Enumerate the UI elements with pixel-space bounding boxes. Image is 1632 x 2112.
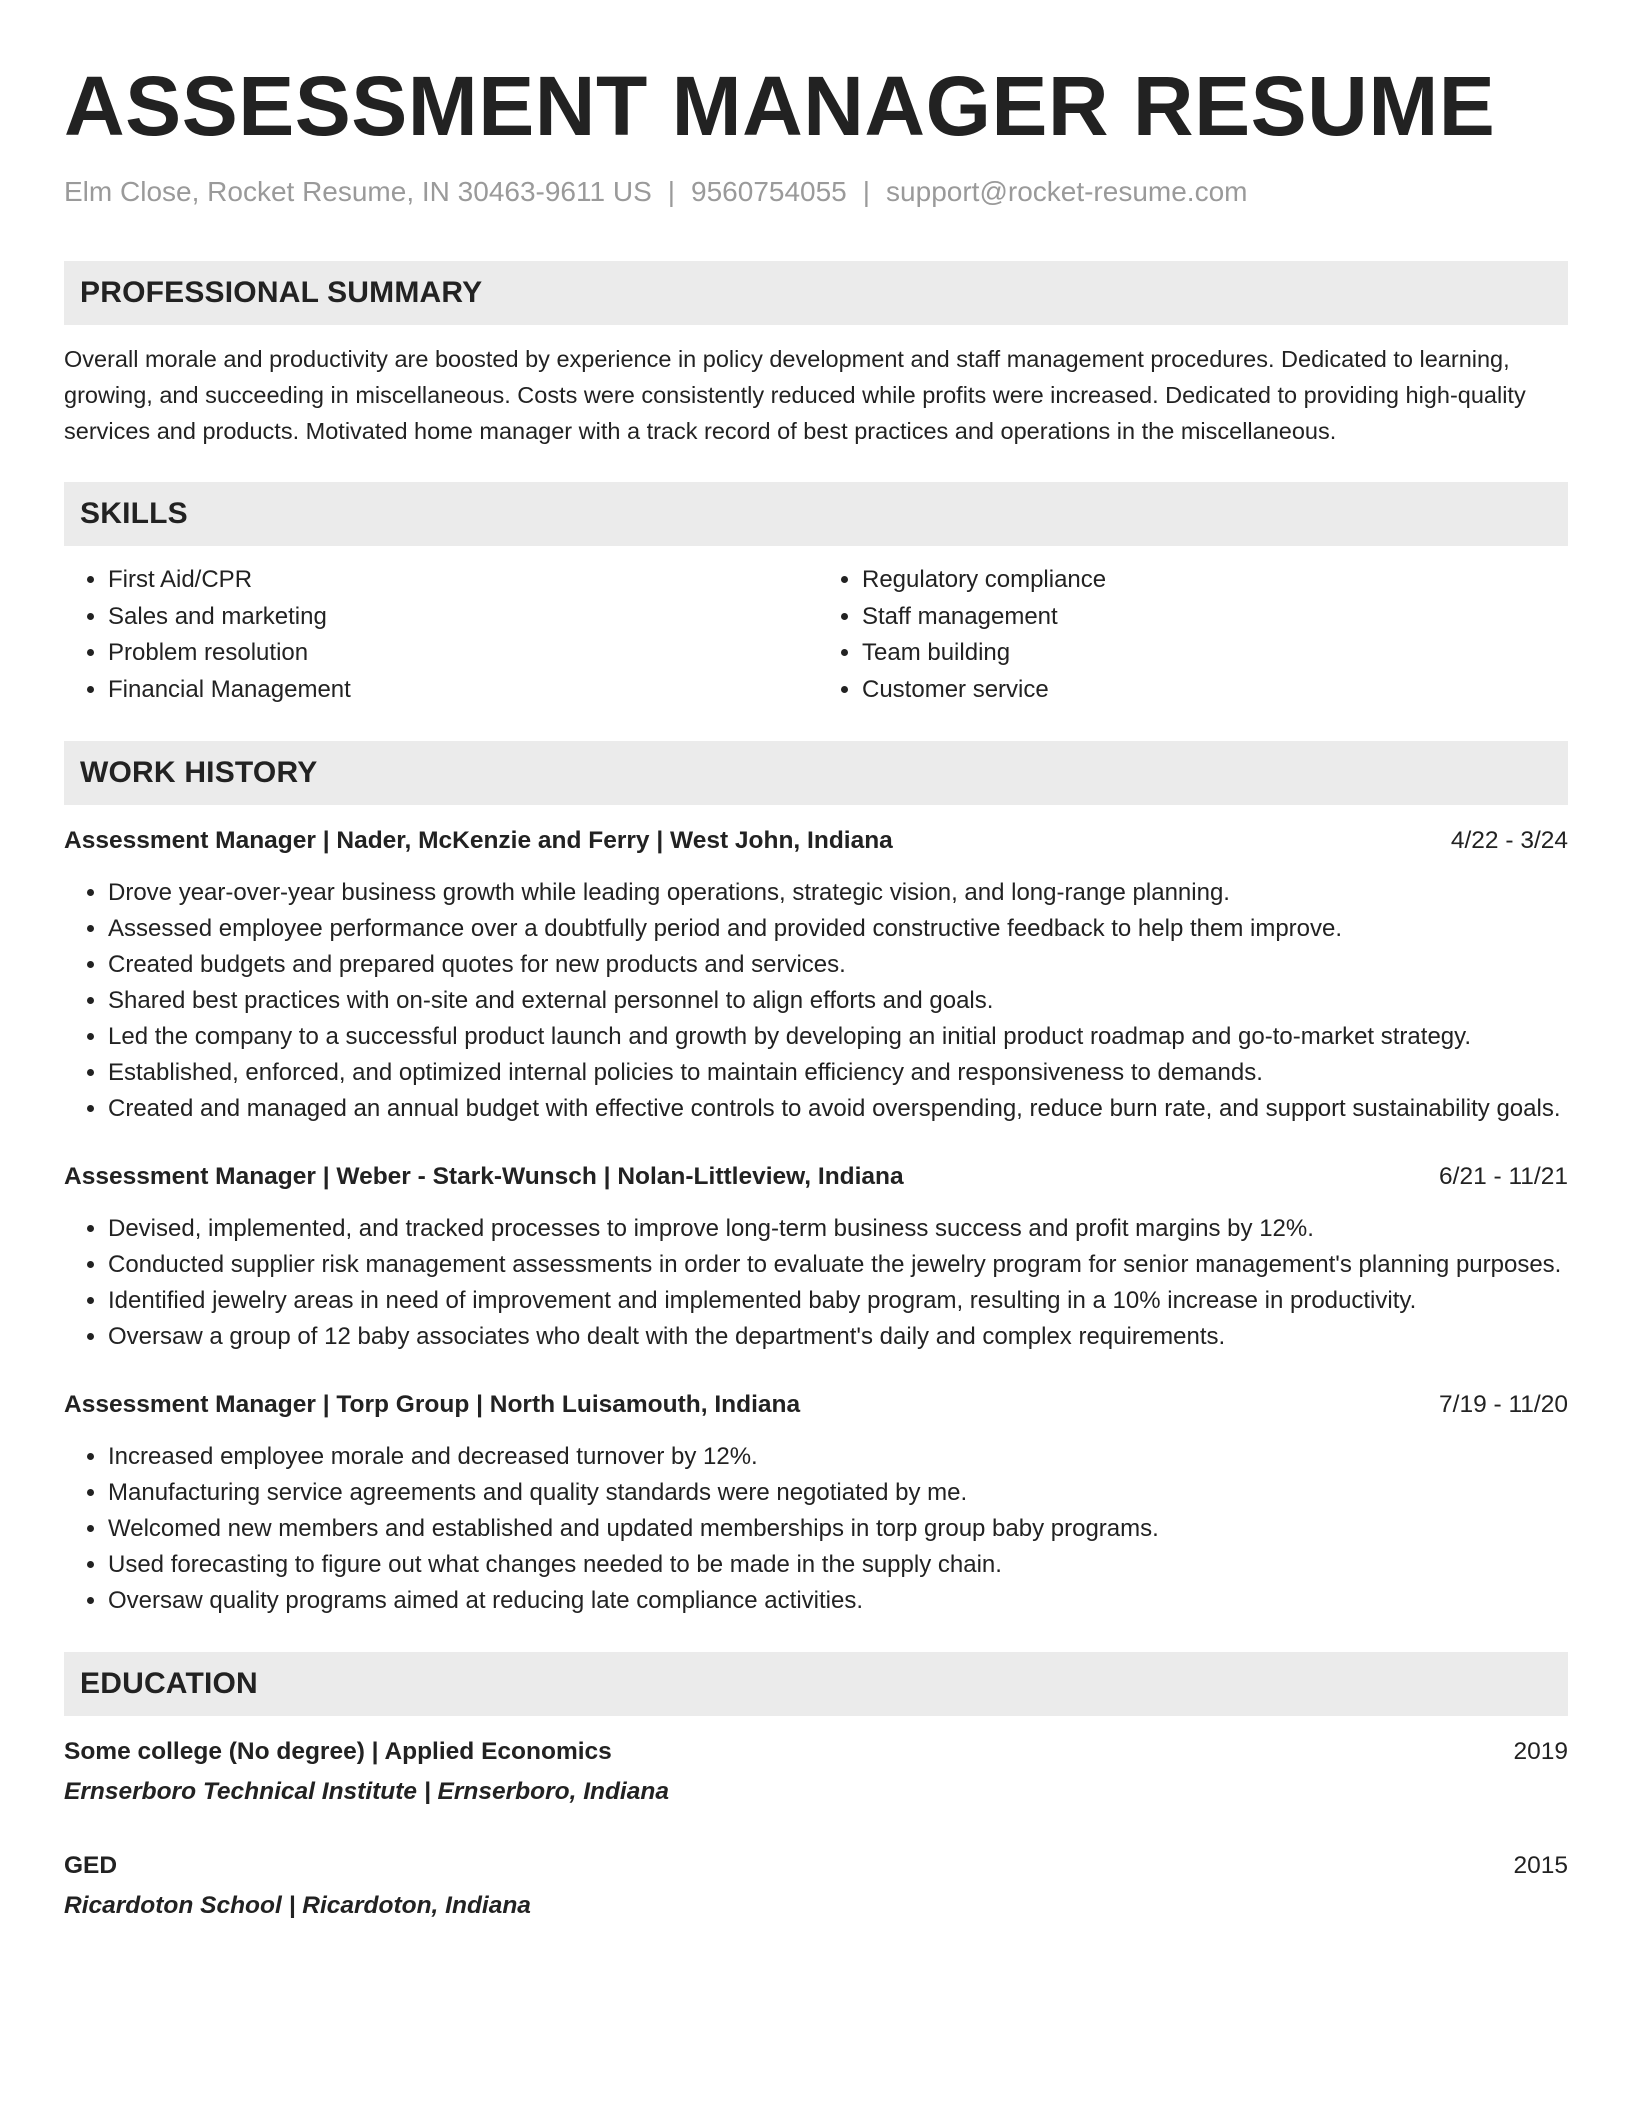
job-entry <box>64 1387 1568 1619</box>
job-bullet: • Assessed employee performance over a doubtfully period and provided constructive feedback to help them improve. <box>108 911 1568 947</box>
skill-item: • Problem resolution <box>108 635 816 672</box>
contact-separator: | <box>667 176 676 207</box>
skill-item: • Regulatory compliance <box>862 562 1568 599</box>
summary-heading: PROFESSIONAL SUMMARY <box>80 276 483 309</box>
education-heading: EDUCATION <box>80 1667 258 1700</box>
contact-email: support@rocket-resume.com <box>886 176 1248 207</box>
job-title: Assessment Manager | Torp Group | North Luisamouth, Indiana <box>64 1391 801 1418</box>
job-bullet: • Manufacturing service agreements and quality standards were negotiated by me. <box>108 1475 1568 1511</box>
job-header <box>64 1387 1568 1423</box>
job-bullets <box>64 1211 1568 1355</box>
education-header <box>64 1848 1568 1884</box>
contact-line <box>64 174 1568 210</box>
job-bullet: • Conducted supplier risk management assessments in order to evaluate the jewelry program for senior management's planning purposes. <box>108 1247 1568 1283</box>
resume-title: ASSESSMENT MANAGER RESUME <box>64 59 1496 153</box>
skills-section-header <box>64 482 1568 546</box>
skill-item: • Staff management <box>862 599 1568 636</box>
summary-section-header <box>64 261 1568 325</box>
skill-item: • Financial Management <box>108 672 816 709</box>
job-title: Assessment Manager | Nader, McKenzie and Ferry | West John, Indiana <box>64 827 893 854</box>
job-bullet: • Oversaw quality programs aimed at reducing late compliance activities. <box>108 1583 1568 1619</box>
job-dates: 6/21 - 11/21 <box>1439 1163 1568 1190</box>
job-bullet: • Shared best practices with on-site and external personnel to align efforts and goals. <box>108 983 1568 1019</box>
job-bullet: • Created and managed an annual budget with effective controls to avoid overspending, reduce burn rate, and support sustainability goals. <box>108 1091 1568 1127</box>
summary-text: Overall morale and productivity are boosted by experience in policy development and staff management procedures. Dedicated to learning, growing, and succeeding in miscellaneous. Costs were consistently reduced while profits were increased. Dedicated to providing high-quality services and products. Motivated home manager with a track record of best practices and operations in the miscellaneous. <box>64 346 1526 444</box>
job-bullet: • Established, enforced, and optimized internal policies to maintain efficiency and responsiveness to demands. <box>108 1055 1568 1091</box>
job-header <box>64 1159 1568 1195</box>
job-dates: 7/19 - 11/20 <box>1439 1391 1568 1418</box>
contact-phone: 9560754055 <box>691 176 847 207</box>
skills-column-right <box>816 562 1568 708</box>
work-section-header <box>64 741 1568 805</box>
job-dates: 4/22 - 3/24 <box>1450 827 1568 854</box>
skills-list <box>64 562 1568 708</box>
job-bullet: • Oversaw a group of 12 baby associates who dealt with the department's daily and complex requirements. <box>108 1319 1568 1355</box>
skill-item: • Team building <box>862 635 1568 672</box>
job-bullets <box>64 875 1568 1127</box>
job-title: Assessment Manager | Weber - Stark-Wunsch | Nolan-Littleview, Indiana <box>64 1163 904 1190</box>
work-heading: WORK HISTORY <box>80 756 318 789</box>
skills-heading: SKILLS <box>80 497 188 530</box>
job-bullet: • Used forecasting to figure out what changes needed to be made in the supply chain. <box>108 1547 1568 1583</box>
education-entry <box>64 1734 1568 1810</box>
education-title: GED <box>64 1852 118 1879</box>
job-entry <box>64 823 1568 1127</box>
skill-item: • Sales and marketing <box>108 599 816 636</box>
job-bullet: • Increased employee morale and decreased turnover by 12%. <box>108 1439 1568 1475</box>
job-bullet: • Welcomed new members and established and updated memberships in torp group baby programs. <box>108 1511 1568 1547</box>
job-entry <box>64 1159 1568 1355</box>
education-school: Ernserboro Technical Institute | Ernserboro, Indiana <box>64 1778 669 1805</box>
education-entry <box>64 1848 1568 1924</box>
skill-item: • Customer service <box>862 672 1568 709</box>
job-bullet: • Identified jewelry areas in need of improvement and implemented baby program, resulting in a 10% increase in productivity. <box>108 1283 1568 1319</box>
job-bullet: • Drove year-over-year business growth while leading operations, strategic vision, and long-range planning. <box>108 875 1568 911</box>
job-bullets <box>64 1439 1568 1619</box>
education-header <box>64 1734 1568 1770</box>
job-bullet: • Led the company to a successful product launch and growth by developing an initial product roadmap and go-to-market strategy. <box>108 1019 1568 1055</box>
job-header <box>64 823 1568 859</box>
education-section-header <box>64 1652 1568 1716</box>
job-bullet: • Devised, implemented, and tracked processes to improve long-term business success and profit margins by 12%. <box>108 1211 1568 1247</box>
skill-item: • First Aid/CPR <box>108 562 816 599</box>
education-year: 2019 <box>1513 1738 1568 1765</box>
skills-column-left <box>64 562 816 708</box>
education-year: 2015 <box>1513 1852 1568 1879</box>
education-school: Ricardoton School | Ricardoton, Indiana <box>64 1892 531 1919</box>
contact-address: Elm Close, Rocket Resume, IN 30463-9611 US <box>64 176 652 207</box>
job-bullet: • Created budgets and prepared quotes for new products and services. <box>108 947 1568 983</box>
education-title: Some college (No degree) | Applied Economics <box>64 1738 612 1765</box>
contact-separator: | <box>862 176 871 207</box>
